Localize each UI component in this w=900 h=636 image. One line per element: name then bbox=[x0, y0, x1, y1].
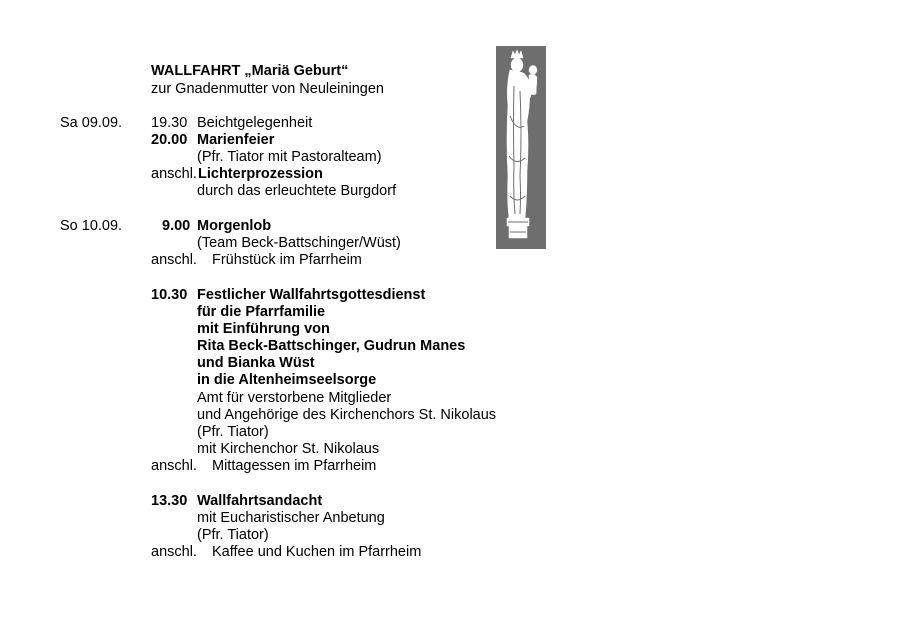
event-mittagessen: Mittagessen im Pfarrheim bbox=[212, 458, 377, 474]
event-title-line: in die Altenheimseelsorge bbox=[197, 372, 377, 388]
event-detail: durch das erleuchtete Burgdorf bbox=[197, 183, 397, 199]
date-sunday: So 10.09. bbox=[60, 218, 123, 234]
event-title-line: Rita Beck-Battschinger, Gudrun Manes bbox=[197, 338, 466, 354]
time-1330: 13.30 bbox=[151, 493, 188, 509]
event-title-line: Festlicher Wallfahrtsgottesdienst bbox=[197, 287, 426, 303]
event-morgenlob: Morgenlob bbox=[197, 218, 272, 234]
anschl-prefix: anschl. bbox=[151, 252, 197, 268]
madonna-statue-icon bbox=[496, 46, 546, 249]
event-title-line: mit Einführung von bbox=[197, 321, 330, 337]
anschl-prefix: anschl. bbox=[151, 458, 197, 474]
event-detail: mit Eucharistischer Anbetung bbox=[197, 510, 385, 526]
event-detail: und Angehörige des Kirchenchors St. Nikolaus bbox=[197, 407, 497, 423]
event-kaffee-kuchen: Kaffee und Kuchen im Pfarrheim bbox=[212, 544, 422, 560]
time-1930: 19.30 bbox=[151, 115, 188, 131]
page-title: WALLFAHRT „Mariä Geburt“ bbox=[151, 63, 349, 79]
event-detail: (Pfr. Tiator) bbox=[197, 527, 269, 543]
date-saturday: Sa 09.09. bbox=[60, 115, 123, 131]
event-fruehstueck: Frühstück im Pfarrheim bbox=[212, 252, 362, 268]
event-beichtgelegenheit: Beichtgelegenheit bbox=[197, 115, 313, 131]
time-900: 9.00 bbox=[162, 218, 191, 234]
anschl-prefix: anschl. bbox=[151, 166, 197, 182]
event-title-line: und Bianka Wüst bbox=[197, 355, 315, 371]
event-detail: (Pfr. Tiator mit Pastoralteam) bbox=[197, 149, 382, 165]
event-lichterprozession: Lichterprozession bbox=[198, 166, 323, 182]
event-detail: Amt für verstorbene Mitglieder bbox=[197, 390, 392, 406]
time-1030: 10.30 bbox=[151, 287, 188, 303]
event-detail: mit Kirchenchor St. Nikolaus bbox=[197, 441, 380, 457]
event-detail: (Pfr. Tiator) bbox=[197, 424, 269, 440]
event-wallfahrtsandacht: Wallfahrtsandacht bbox=[197, 493, 323, 509]
event-marienfeier: Marienfeier bbox=[197, 132, 275, 148]
time-2000: 20.00 bbox=[151, 132, 188, 148]
event-detail: (Team Beck-Battschinger/Wüst) bbox=[197, 235, 401, 251]
page-subtitle: zur Gnadenmutter von Neuleiningen bbox=[151, 81, 384, 97]
anschl-prefix: anschl. bbox=[151, 544, 197, 560]
madonna-statue-image bbox=[496, 46, 546, 249]
event-title-line: für die Pfarrfamilie bbox=[197, 304, 326, 320]
